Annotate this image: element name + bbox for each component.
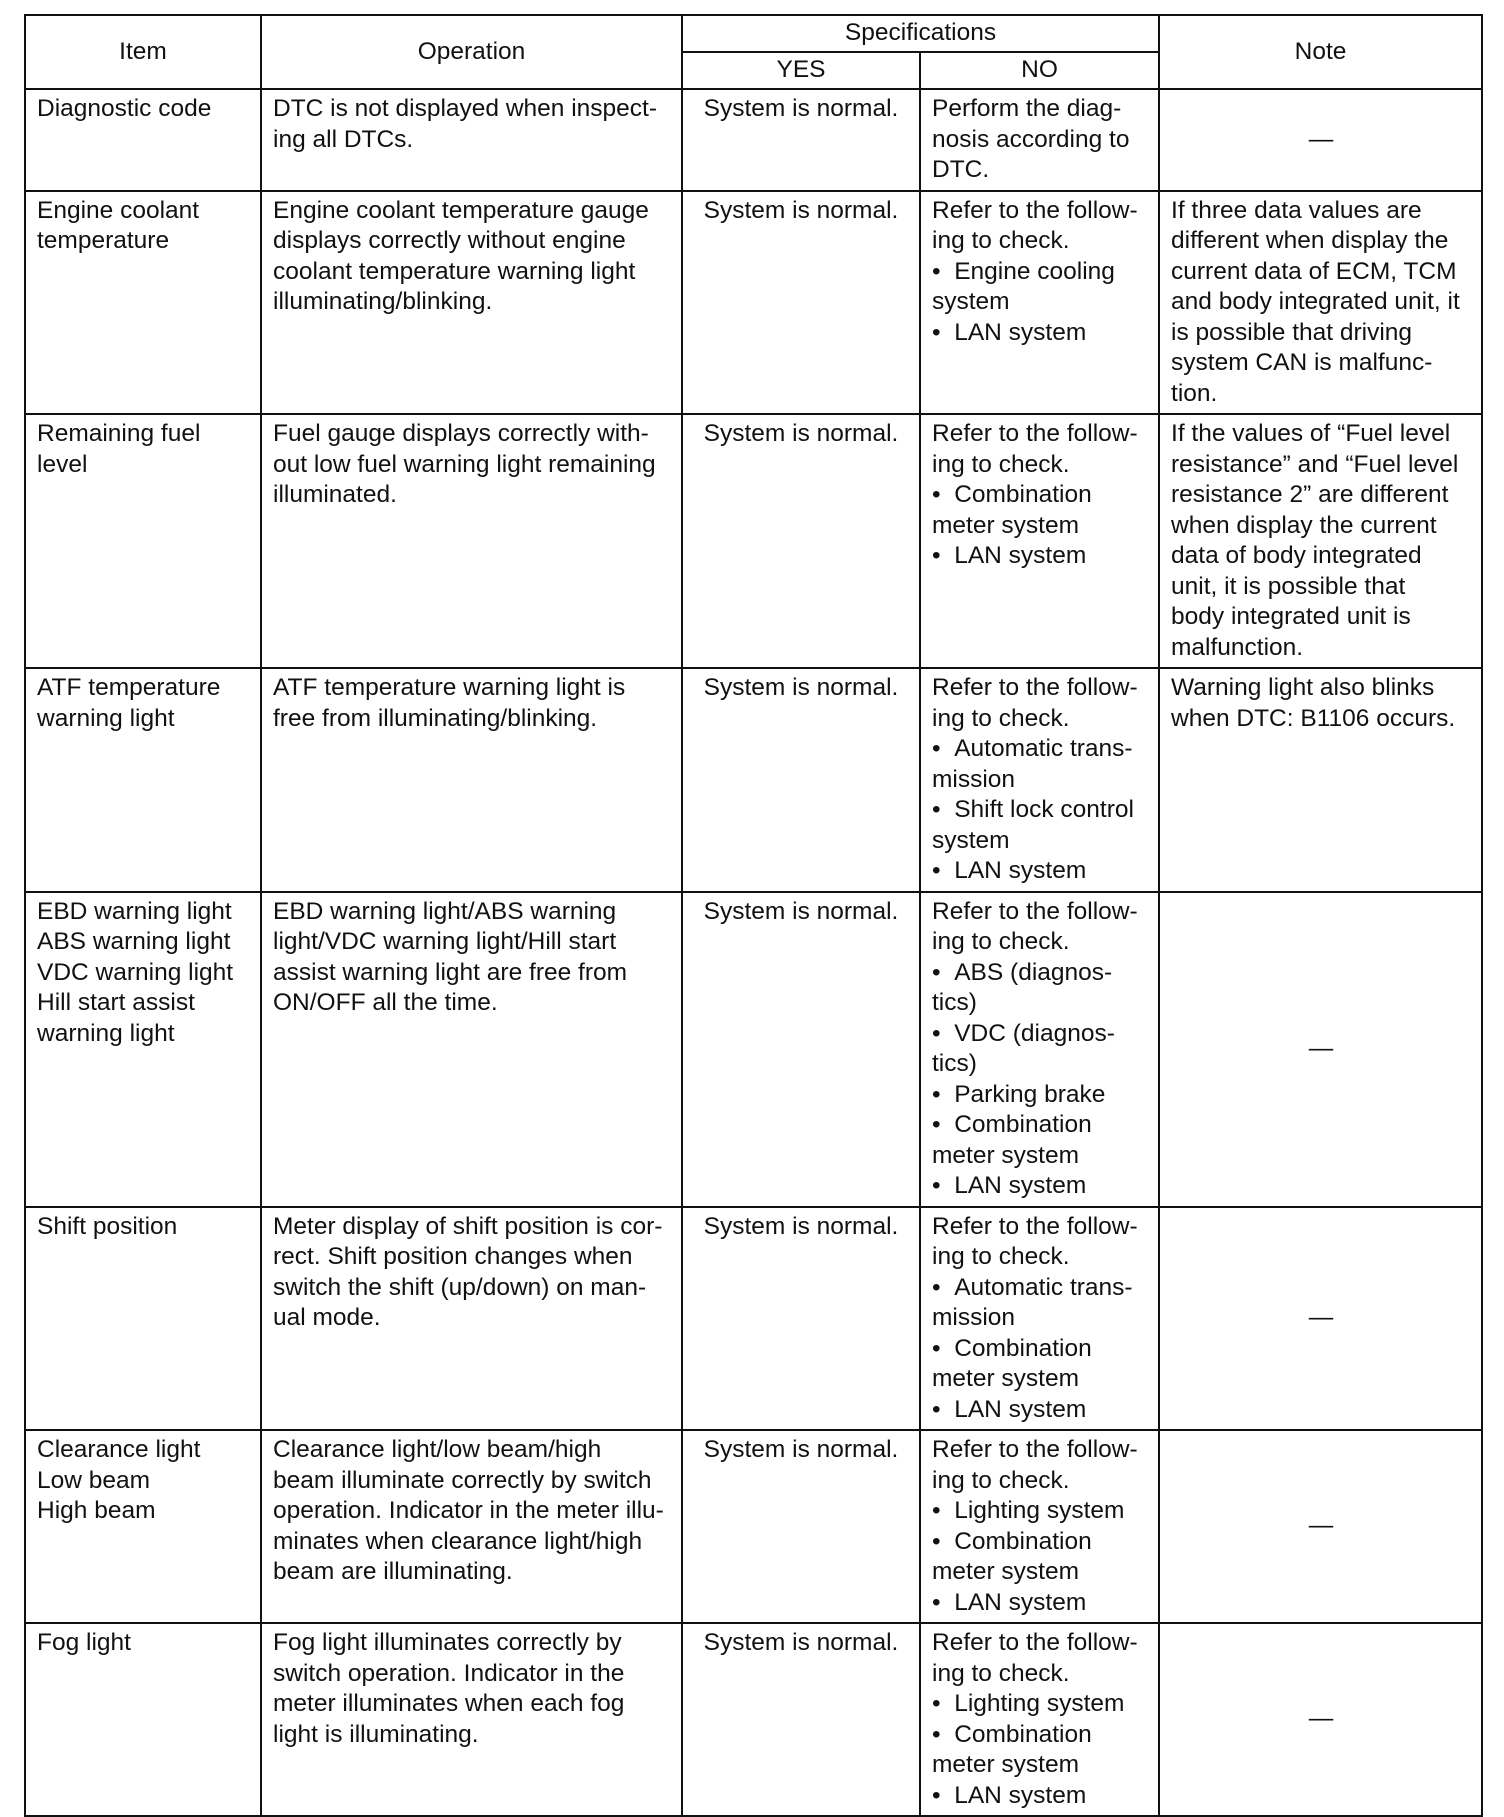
header-yes: YES [682,52,920,89]
yes-cell: System is normal. [682,1207,920,1431]
no-bullet-item: • Combination meter system [932,1110,1148,1171]
no-cell [920,89,1159,191]
table-row [25,892,1482,1207]
operation-cell: Fog light illuminates correctly by switch operation. Indicator in the meter illuminates when each fog light is illuminating. [261,1623,682,1816]
note-cell: If three data values are different when display the current data of ECM, TCM and body integrated unit, it is possible that driving system CAN is malfunc- tion. [1159,191,1482,415]
operation-cell: Fuel gauge displays correctly with- out low fuel warning light remaining illuminated. [261,414,682,668]
table-row [25,1430,1482,1623]
no-cell [920,191,1159,415]
note-cell: — [1159,89,1482,191]
no-bullet-list [932,257,1148,349]
no-bullet-list [932,958,1148,1202]
no-cell [920,414,1159,668]
header-specifications: Specifications [682,15,1159,52]
no-bullet-item: • Combination meter system [932,1720,1148,1781]
note-cell: — [1159,892,1482,1207]
yes-cell: System is normal. [682,191,920,415]
table-row [25,668,1482,892]
yes-cell: System is normal. [682,414,920,668]
no-intro: Refer to the follow- ing to check. [932,897,1138,955]
no-bullet-item: • Lighting system [932,1689,1148,1720]
no-intro: Refer to the follow- ing to check. [932,1436,1138,1494]
item-cell: Diagnostic code [25,89,261,191]
table-header [25,15,1482,89]
no-bullet-item: • ABS (diagnos- tics) [932,958,1148,1019]
no-bullet-item: • Lighting system [932,1496,1148,1527]
no-bullet-item: • LAN system [932,1395,1148,1426]
no-bullet-item: • Combination meter system [932,1334,1148,1395]
no-intro: Perform the diag- nosis according to DTC. [932,95,1130,183]
header-no: NO [920,52,1159,89]
item-cell: ATF temperature warning light [25,668,261,892]
yes-cell: System is normal. [682,1430,920,1623]
no-cell [920,1430,1159,1623]
no-bullet-item: • Combination meter system [932,1527,1148,1588]
no-cell [920,668,1159,892]
no-bullet-list [932,480,1148,572]
no-bullet-item: • LAN system [932,1781,1148,1812]
no-bullet-item: • Engine cooling system [932,257,1148,318]
table-row [25,1623,1482,1816]
operation-cell: Engine coolant temperature gauge displays correctly without engine coolant temperature warning light illuminating/blinking. [261,191,682,415]
no-bullet-list [932,1496,1148,1618]
note-cell: — [1159,1623,1482,1816]
table-row [25,191,1482,415]
no-bullet-item: • LAN system [932,318,1148,349]
operation-cell: DTC is not displayed when inspect- ing all DTCs. [261,89,682,191]
no-bullet-item: • Parking brake [932,1080,1148,1111]
header-item: Item [25,15,261,89]
header-operation: Operation [261,15,682,89]
table-row [25,1207,1482,1431]
no-bullet-item: • Shift lock control system [932,795,1148,856]
no-bullet-item: • LAN system [932,1588,1148,1619]
no-cell [920,892,1159,1207]
operation-cell: ATF temperature warning light is free from illuminating/blinking. [261,668,682,892]
no-intro: Refer to the follow- ing to check. [932,196,1138,254]
no-cell [920,1623,1159,1816]
note-cell: If the values of “Fuel level resistance” and “Fuel level resistance 2” are different when display the current data of body integrated unit, it is possible that body integrated unit is malfunction. [1159,414,1482,668]
note-cell: — [1159,1430,1482,1623]
item-cell: Engine coolant temperature [25,191,261,415]
no-bullet-list [932,734,1148,887]
operation-cell: Clearance light/low beam/high beam illuminate correctly by switch operation. Indicator in the meter illu- minates when clearance light/high beam are illuminating. [261,1430,682,1623]
operation-cell: EBD warning light/ABS warning light/VDC warning light/Hill start assist warning light are free from ON/OFF all the time. [261,892,682,1207]
no-bullet-item: • Automatic trans- mission [932,1273,1148,1334]
yes-cell: System is normal. [682,892,920,1207]
item-cell: EBD warning light ABS warning light VDC warning light Hill start assist warning light [25,892,261,1207]
specifications-table [24,14,1483,1817]
no-intro: Refer to the follow- ing to check. [932,1212,1138,1270]
no-bullet-list [932,1273,1148,1426]
no-bullet-item: • Combination meter system [932,480,1148,541]
header-note: Note [1159,15,1482,89]
item-cell: Remaining fuel level [25,414,261,668]
no-bullet-item: • LAN system [932,856,1148,887]
no-bullet-item: • LAN system [932,541,1148,572]
no-cell [920,1207,1159,1431]
table-row [25,414,1482,668]
no-intro: Refer to the follow- ing to check. [932,674,1138,732]
yes-cell: System is normal. [682,89,920,191]
table-body [25,89,1482,1816]
note-cell: Warning light also blinks when DTC: B1106 occurs. [1159,668,1482,892]
no-intro: Refer to the follow- ing to check. [932,1629,1138,1687]
no-bullet-list [932,1689,1148,1811]
no-bullet-item: • LAN system [932,1171,1148,1202]
item-cell: Clearance light Low beam High beam [25,1430,261,1623]
yes-cell: System is normal. [682,668,920,892]
no-intro: Refer to the follow- ing to check. [932,420,1138,478]
table-row [25,89,1482,191]
operation-cell: Meter display of shift position is cor- rect. Shift position changes when switch the shift (up/down) on man- ual mode. [261,1207,682,1431]
note-cell: — [1159,1207,1482,1431]
yes-cell: System is normal. [682,1623,920,1816]
item-cell: Fog light [25,1623,261,1816]
item-cell: Shift position [25,1207,261,1431]
no-bullet-item: • Automatic trans- mission [932,734,1148,795]
no-bullet-item: • VDC (diagnos- tics) [932,1019,1148,1080]
